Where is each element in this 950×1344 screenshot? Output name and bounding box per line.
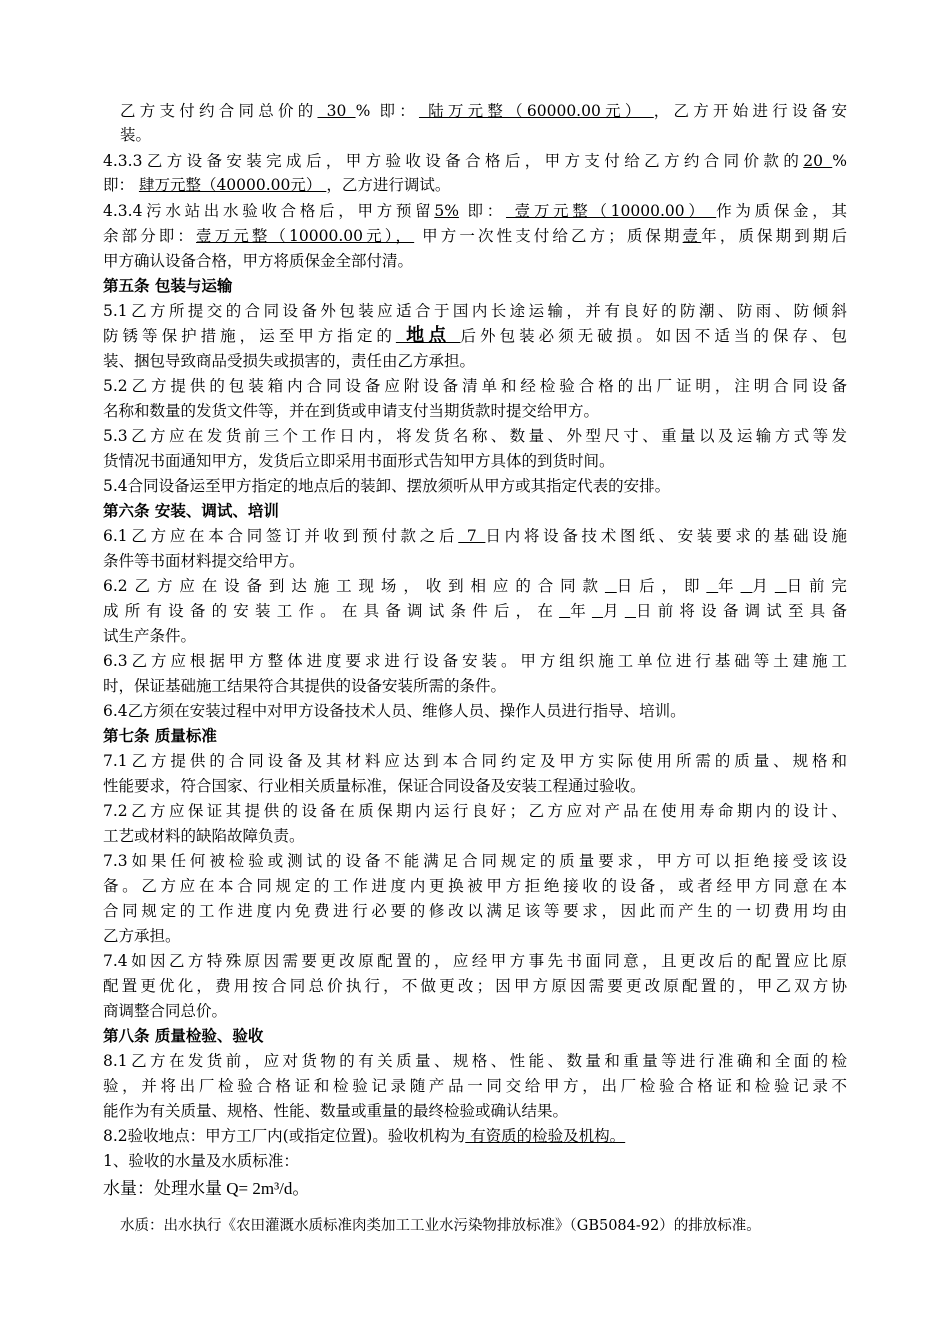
filled-blank [605,577,617,595]
filled-blank [741,577,753,595]
text-segment: 5.3乙方应在发货前三个工作日内，将发货名称、数量、外型尺寸、重量以及运输方式等发 [103,427,847,445]
text-segment: 乙方承担。 [103,927,181,945]
section-heading [103,725,217,747]
text-segment: 备。乙方应在本合同规定的工作进度内更换被甲方拒绝接收的设备，或者经甲方同意在本 [103,877,847,895]
text-line [103,300,847,322]
filled-blank: 有资质的检验及机构。 [465,1127,626,1145]
text-segment: 合同规定的工作进度内免费进行必要的修改以满足该等要求，因此而产生的一切费用均由 [103,902,847,920]
text-segment: 成所有设备的安装工作。在具备调试条件后，在 [103,602,560,620]
text-segment: % 即： [355,102,419,120]
text-segment: 5.1乙方所提交的合同设备外包装应适合于国内长途运输，并有良好的防潮、防雨、防倾斜 [103,302,847,320]
text-line [120,1215,761,1237]
text-line [103,650,847,672]
text-segment: 余部分即： [103,227,197,245]
text-segment: 7.1乙方提供的合同设备及其材料应达到本合同约定及甲方实际使用所需的质量、规格和 [103,752,847,770]
text-line [103,525,847,547]
text-line [103,150,847,172]
section-heading [103,1025,263,1047]
text-segment: 5.4合同设备运至甲方指定的地点后的装卸、摆放须听从甲方或其指定代表的安排。 [103,477,671,495]
text-segment: 试生产条件。 [103,627,197,645]
text-segment: 货情况书面通知甲方，发货后立即采用书面形式告知甲方具体的到货时间。 [103,452,615,470]
text-segment: 年 [718,577,741,595]
text-line [103,750,847,772]
text-line [120,100,847,122]
filled-blank [559,602,570,620]
text-line [103,325,847,347]
text-line [103,675,506,697]
text-segment: 月 [752,577,775,595]
text-line [103,174,450,196]
filled-blank [625,602,636,620]
text-segment: 6.3乙方应根据甲方整体进度要求进行设备安装。甲方组织施工单位进行基础等土建施工 [103,652,847,670]
text-segment: 即： [458,202,506,220]
text-segment: 8.2验收地点：甲方工厂内(或指定位置)。验收机构为 [103,1127,466,1145]
text-segment: 条件等书面材料提交给甲方。 [103,552,305,570]
text-segment: 日内将设备技术图纸、安装要求的基础设施 [485,527,847,545]
text-line [103,700,686,722]
text-line [103,350,475,372]
text-segment: ，乙方开始进行设备安 [653,102,847,120]
text-line [103,575,847,597]
text-segment: 工艺或材料的缺陷故障负责。 [103,827,305,845]
text-segment: 第五条 包装与运输 [103,277,233,295]
text-line [103,1075,847,1097]
text-segment: 时，保证基础施工结果符合其提供的设备安装所需的条件。 [103,677,507,695]
text-segment: 7.4如因乙方特殊原因需要更改原配置的，应经甲方事先书面同意，且更改后的配置应比原 [103,952,847,970]
text-segment: 名称和数量的发货文件等，并在到货或申请支付当期货款时提交给甲方。 [103,402,600,420]
text-line [103,475,670,497]
text-segment: 商调整合同总价。 [103,1002,228,1020]
text-segment: 第六条 安装、调试、培训 [103,502,279,520]
text-segment: 6.2乙方应在设备到达施工现场，收到相应的合同款 [103,577,605,595]
filled-blank: 壹 [682,227,702,245]
text-segment: 甲方一次性支付给乙方；质保期 [414,227,683,245]
text-line [103,1125,625,1147]
section-heading [103,500,279,522]
text-segment: 4.3.4污水站出水验收合格后，甲方预留 [103,202,435,220]
text-segment: 乙方支付约合同总价的 [120,102,318,120]
filled-blank: 5% [434,202,459,220]
text-segment: 年，质保期到期后 [701,227,847,245]
text-line [103,925,181,947]
text-segment: 装、捆包导致商品受损失或损害的，责任由乙方承担。 [103,352,476,370]
filled-blank: 30 [317,102,356,120]
text-line [103,1050,847,1072]
text-segment: 7.2乙方应保证其提供的设备在质保期内运行良好；乙方应对产品在使用寿命期内的设计、 [103,802,847,820]
text-line [103,425,847,447]
text-segment: 月 [603,602,625,620]
text-segment: 日后，即 [616,577,707,595]
text-line [103,600,847,622]
filled-blank: 肆万元整（40000.00元） [138,176,327,194]
filled-blank: 20 [803,152,833,170]
text-line [103,875,847,897]
text-segment: 能作为有关质量、规格、性能、数量或重量的最终检验或确认结果。 [103,1102,569,1120]
text-line [103,200,847,222]
text-segment: 水质：出水执行《农田灌溉水质标准肉类加工工业水污染物排放标准》（GB5084-92）的排放标准。 [120,1218,761,1234]
text-line [103,950,847,972]
text-line [103,250,413,272]
text-segment: 甲方确认设备合格，甲方将质保金全部付清。 [103,252,414,270]
text-segment: 装。 [120,126,152,144]
filled-blank: 壹万元整（10000.00） [505,202,717,220]
text-segment: 即： [103,176,139,194]
text-line [103,400,599,422]
filled-blank: 陆万元整（60000.00元） [418,102,654,120]
text-line [103,225,847,247]
filled-blank: 7 [458,527,486,545]
text-line [103,1100,568,1122]
text-segment: 配置更优化，费用按合同总价执行，不做更改；因甲方原因需要更改原配置的，甲乙双方协 [103,977,847,995]
text-segment: 第七条 质量标准 [103,727,217,745]
text-segment: 年 [570,602,592,620]
text-segment: 防锈等保护措施，运至甲方指定的 [103,327,396,345]
filled-blank: 地点 [395,325,461,346]
section-heading [103,275,232,297]
text-line [103,550,305,572]
filled-blank [592,602,603,620]
text-segment: ，乙方进行调试。 [326,176,451,194]
text-line [103,900,847,922]
text-line [103,850,847,872]
text-line [103,1000,227,1022]
text-line [103,1178,309,1200]
filled-blank [775,577,787,595]
text-segment: 6.1乙方应在本合同签订并收到预付款之后 [103,527,459,545]
text-line [103,775,646,797]
text-line [120,124,151,146]
text-segment: 性能要求，符合国家、行业相关质量标准，保证合同设备及安装工程通过验收。 [103,777,646,795]
text-segment: 7.3如果任何被检验或测试的设备不能满足合同规定的质量要求，甲方可以拒绝接受该设 [103,852,847,870]
text-line [103,450,615,472]
text-segment: 日前完 [786,577,847,595]
text-segment: 验，并将出厂检验合格证和检验记录随产品一同交给甲方，出厂检验合格证和检验记录不 [103,1077,847,1095]
filled-blank [706,577,718,595]
text-line [103,375,847,397]
text-segment: 5.2乙方提供的包装箱内合同设备应附设备清单和经检验合格的出厂证明，注明合同设备 [103,377,847,395]
text-segment: % [832,152,847,170]
text-segment: 后外包装必须无破损。如因不适当的保存、包 [460,327,847,345]
text-line [103,975,847,997]
text-line [103,625,196,647]
text-line [103,825,305,847]
text-segment: 8.1乙方在发货前，应对货物的有关质量、规格、性能、数量和重量等进行准确和全面的检 [103,1052,847,1070]
filled-blank: 壹万元整（10000.00元）， [196,227,415,245]
text-segment: 作为质保金，其 [716,202,847,220]
text-segment: 日前将设备调试至具备 [635,602,847,620]
text-segment: 4.3.3乙方设备安装完成后，甲方验收设备合格后，甲方支付给乙方约合同价款的 [103,152,804,170]
text-line [103,800,847,822]
text-line [103,1150,299,1172]
text-segment: 1、验收的水量及水质标准： [103,1152,299,1170]
text-segment: 6.4乙方须在安装过程中对甲方设备技术人员、维修人员、操作人员进行指导、培训。 [103,702,686,720]
text-segment: 第八条 质量检验、验收 [103,1027,264,1045]
text-segment: 水量：处理水量 Q= 2m³/d。 [103,1179,310,1198]
